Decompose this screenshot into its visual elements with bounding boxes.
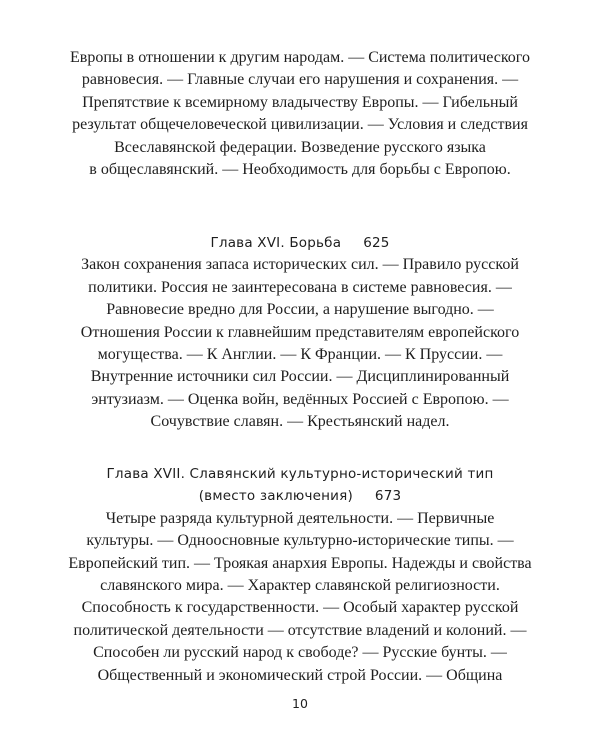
intro-paragraph xyxy=(60,47,540,181)
intro-line-4: результат общечеловеческой цивилизации. — Условия и следствия xyxy=(72,116,528,134)
chapter-16-heading xyxy=(60,232,540,254)
chapter-17-entry xyxy=(60,463,540,687)
chapter-17-page-ref: 673 xyxy=(374,488,402,505)
chapter-16-line-3: Равновесие вредно для России, а нарушение выгодно. — xyxy=(106,301,494,319)
intro-line-2: равновесия. — Главные случаи его нарушения и сохранения. — xyxy=(81,71,519,89)
chapter-17-line-4: славянского мира. — Характер славянской религиозности. xyxy=(100,577,500,595)
chapter-16-line-2: политики. Россия не заинтересована в системе равновесия. — xyxy=(88,278,512,296)
chapter-16-page-ref: 625 xyxy=(363,235,390,251)
chapter-16-line-1: Закон сохранения запаса исторических сил. — Правило русской xyxy=(81,256,519,274)
chapter-16-line-5: могущества. — К Англии. — К Франции. — К Пруссии. — xyxy=(97,346,503,364)
chapter-17-line-5: Способность к государственности. — Особый характер русской xyxy=(81,599,519,617)
chapter-17-line-6: политической деятельности — отсутствие владений и колоний. — xyxy=(73,621,527,639)
intro-line-1: Европы в отношении к другим народам. — Система политического xyxy=(70,49,530,66)
chapter-16-entry xyxy=(60,232,540,434)
chapter-17-line-2: культуры. — Одноосновные культурно-исторические типы. — xyxy=(86,532,514,550)
chapter-16-line-7: энтузиазм. — Оценка войн, ведённых Россией с Европою. — xyxy=(91,390,509,408)
chapter-17-line-7: Способен ли русский народ к свободе? — Русские бунты. — xyxy=(93,644,507,662)
intro-line-3: Препятствие к всемирному владычеству Европы. — Гибельный xyxy=(82,93,518,111)
chapter-16-line-4: Отношения России к главнейшим представителям европейского xyxy=(80,323,520,341)
intro-line-5: Всеславянской федерации. Возведение русского языка xyxy=(114,138,486,156)
chapter-17-line-8: Общественный и экономический строй России. — Община xyxy=(97,666,503,684)
chapter-16-line-8: Сочувствие славян. — Крестьянский надел. xyxy=(150,413,450,431)
chapter-17-title: Глава XVII. Славянский культурно-исторический тип xyxy=(106,466,494,482)
page-number: 10 xyxy=(292,696,308,711)
chapter-16-title: Глава XVI. Борьба xyxy=(210,235,342,251)
chapter-17-line-1: Четыре разряда культурной деятельности. — Первичные xyxy=(105,509,495,527)
chapter-17-subtitle: (вместо заключения) xyxy=(198,488,353,505)
intro-line-6: в общеславянский. — Необходимость для борьбы с Европою. xyxy=(89,161,511,179)
chapter-16-line-6: Внутренние источники сил России. — Дисциплинированный xyxy=(90,368,510,386)
chapter-17-subtitle-line xyxy=(60,485,540,507)
chapter-17-line-3: Европейский тип. — Троякая анархия Европы. Надежды и свойства xyxy=(68,554,532,572)
